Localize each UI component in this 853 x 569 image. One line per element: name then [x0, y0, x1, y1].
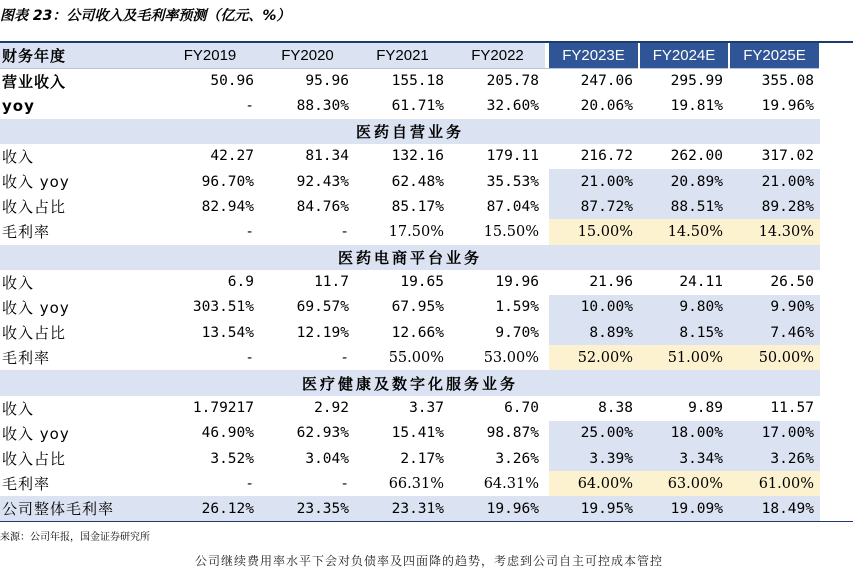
revenue-row: [0, 68, 820, 93]
value-cell: 262.00: [670, 148, 723, 165]
value-cell: 23.31%: [355, 496, 450, 521]
value-cell: 21.96: [589, 274, 633, 291]
row-label: 收入占比: [2, 450, 67, 469]
year-header: FY2024E: [639, 43, 729, 68]
data-row: [0, 270, 820, 295]
year-header: FY2020: [260, 43, 355, 68]
margin-row: [0, 219, 820, 244]
header-row: [0, 43, 820, 68]
row-label: 收入 yoy: [2, 424, 70, 443]
year-header: FY2022: [450, 43, 545, 68]
value-cell: 61.71%: [391, 97, 444, 114]
value-cell: 3.26%: [495, 450, 539, 467]
value-cell: 26.50: [770, 274, 814, 291]
row-label: 毛利率: [2, 223, 51, 242]
value-cell: 21.00%: [729, 169, 820, 194]
data-row: [0, 396, 820, 421]
value-cell: 8.89%: [549, 320, 639, 345]
value-cell: -: [245, 475, 254, 492]
value-cell: 61.00%: [729, 471, 820, 496]
value-cell: 8.15%: [639, 320, 729, 345]
value-cell: 62.93%: [296, 425, 349, 442]
value-cell: 3.52%: [210, 450, 254, 467]
value-cell: 1.79217: [192, 400, 254, 417]
value-cell: 132.16: [391, 148, 444, 165]
value-cell: 85.17%: [391, 198, 444, 215]
value-cell: -: [340, 349, 349, 366]
source-note: 来源：公司年报，国金证券研究所: [0, 532, 150, 543]
value-cell: 20.89%: [639, 169, 729, 194]
value-cell: 46.90%: [201, 425, 254, 442]
value-cell: 19.96: [495, 274, 539, 291]
data-row: [0, 295, 820, 320]
value-cell: 62.48%: [391, 173, 444, 190]
row-label: 毛利率: [2, 475, 51, 494]
value-cell: 82.94%: [201, 198, 254, 215]
year-header: FY2025E: [729, 43, 820, 68]
value-cell: 95.96: [305, 73, 349, 90]
value-cell: 9.89: [688, 400, 723, 417]
value-cell: 25.00%: [549, 421, 639, 446]
value-cell: 20.06%: [580, 97, 633, 114]
value-cell: 303.51%: [192, 299, 254, 316]
value-cell: 12.19%: [296, 324, 349, 341]
row-label: yoy: [2, 96, 35, 115]
section-title: 医药自营业务: [0, 119, 820, 144]
value-cell: 19.81%: [670, 97, 723, 114]
value-cell: 11.7: [314, 274, 349, 291]
value-cell: 7.46%: [729, 320, 820, 345]
forecast-table: [0, 43, 821, 522]
value-cell: 14.30%: [729, 219, 820, 244]
value-cell: 17.00%: [729, 421, 820, 446]
row-label: 公司整体毛利率: [0, 496, 160, 521]
value-cell: 19.96%: [761, 97, 814, 114]
value-cell: 87.04%: [486, 198, 539, 215]
bottom-rule: [0, 521, 853, 522]
value-cell: 9.70%: [495, 324, 539, 341]
value-cell: 26.12%: [160, 496, 260, 521]
row-label: 营业收入: [2, 72, 67, 91]
section-header: [0, 119, 820, 144]
value-cell: 87.72%: [549, 194, 639, 219]
value-cell: -: [245, 97, 254, 114]
figure-title: 图表 23：公司收入及毛利率预测（亿元、%）: [0, 8, 291, 24]
cut-off-body-text: 公司继续费用率水平下会对负债率及四面降的趋势，考虑到公司自主可控成本管控: [195, 554, 664, 568]
value-cell: 50.96: [210, 73, 254, 90]
value-cell: 317.02: [761, 148, 814, 165]
value-cell: 64.31%: [483, 475, 539, 492]
value-cell: 3.37: [409, 400, 444, 417]
value-cell: 81.34: [305, 148, 349, 165]
value-cell: 50.00%: [729, 345, 820, 370]
value-cell: 2.92: [314, 400, 349, 417]
value-cell: 19.95%: [549, 496, 639, 521]
value-cell: 88.30%: [296, 97, 349, 114]
value-cell: 67.95%: [391, 299, 444, 316]
value-cell: 1.59%: [495, 299, 539, 316]
value-cell: 66.31%: [388, 475, 444, 492]
section-title: 医疗健康及数字化服务业务: [0, 370, 820, 395]
row-label: 收入 yoy: [2, 173, 70, 192]
year-header: FY2019: [160, 43, 260, 68]
value-cell: 96.70%: [201, 173, 254, 190]
value-cell: 42.27: [210, 148, 254, 165]
section-title: 医药电商平台业务: [0, 245, 820, 270]
value-cell: 3.26%: [729, 446, 820, 471]
value-cell: 18.49%: [729, 496, 820, 521]
value-cell: 155.18: [391, 73, 444, 90]
value-cell: 8.38: [598, 400, 633, 417]
margin-row: [0, 345, 820, 370]
value-cell: 6.9: [227, 274, 254, 291]
value-cell: 6.70: [504, 400, 539, 417]
value-cell: 18.00%: [639, 421, 729, 446]
value-cell: 247.06: [580, 73, 633, 90]
value-cell: -: [340, 475, 349, 492]
value-cell: 63.00%: [639, 471, 729, 496]
value-cell: 17.50%: [388, 223, 444, 240]
value-cell: 295.99: [670, 73, 723, 90]
value-cell: 64.00%: [549, 471, 639, 496]
value-cell: 89.28%: [729, 194, 820, 219]
value-cell: 216.72: [580, 148, 633, 165]
row-label: 收入: [2, 399, 35, 418]
year-header: FY2021: [355, 43, 450, 68]
value-cell: 205.78: [486, 73, 539, 90]
value-cell: 51.00%: [639, 345, 729, 370]
value-cell: 55.00%: [388, 349, 444, 366]
section-header: [0, 245, 820, 270]
value-cell: 52.00%: [549, 345, 639, 370]
value-cell: 15.50%: [483, 223, 539, 240]
data-row: [0, 144, 820, 169]
row-label: 收入: [2, 147, 35, 166]
value-cell: 24.11: [679, 274, 723, 291]
value-cell: 19.65: [400, 274, 444, 291]
value-cell: 88.51%: [639, 194, 729, 219]
value-cell: 2.17%: [400, 450, 444, 467]
value-cell: 23.35%: [260, 496, 355, 521]
value-cell: 3.39%: [549, 446, 639, 471]
value-cell: 69.57%: [296, 299, 349, 316]
data-row: [0, 320, 820, 345]
value-cell: 9.80%: [639, 295, 729, 320]
value-cell: 3.34%: [639, 446, 729, 471]
row-label: 毛利率: [2, 349, 51, 368]
margin-row: [0, 471, 820, 496]
row-label: 收入: [2, 273, 35, 292]
data-row: [0, 421, 820, 446]
row-label: 收入 yoy: [2, 298, 70, 317]
value-cell: 21.00%: [549, 169, 639, 194]
value-cell: 15.00%: [549, 219, 639, 244]
value-cell: 19.96%: [450, 496, 545, 521]
value-cell: -: [245, 223, 254, 240]
value-cell: 10.00%: [549, 295, 639, 320]
yoy-row: [0, 93, 820, 118]
value-cell: 98.87%: [486, 425, 539, 442]
value-cell: 92.43%: [296, 173, 349, 190]
value-cell: 14.50%: [639, 219, 729, 244]
value-cell: 12.66%: [391, 324, 444, 341]
value-cell: 53.00%: [483, 349, 539, 366]
value-cell: -: [245, 349, 254, 366]
total-margin-row: [0, 496, 820, 521]
value-cell: 3.04%: [305, 450, 349, 467]
row-label: 收入占比: [2, 324, 67, 343]
year-header: FY2023E: [549, 43, 639, 68]
data-row: [0, 194, 820, 219]
section-header: [0, 370, 820, 395]
value-cell: 9.90%: [729, 295, 820, 320]
value-cell: 179.11: [486, 148, 539, 165]
data-row: [0, 446, 820, 471]
value-cell: 19.09%: [639, 496, 729, 521]
value-cell: 13.54%: [201, 324, 254, 341]
value-cell: 32.60%: [486, 97, 539, 114]
row-label: 收入占比: [2, 198, 67, 217]
value-cell: 355.08: [761, 73, 814, 90]
value-cell: 15.41%: [391, 425, 444, 442]
header-label: 财务年度: [0, 43, 160, 68]
value-cell: -: [340, 223, 349, 240]
value-cell: 11.57: [770, 400, 814, 417]
value-cell: 35.53%: [486, 173, 539, 190]
data-row: [0, 169, 820, 194]
value-cell: 84.76%: [296, 198, 349, 215]
